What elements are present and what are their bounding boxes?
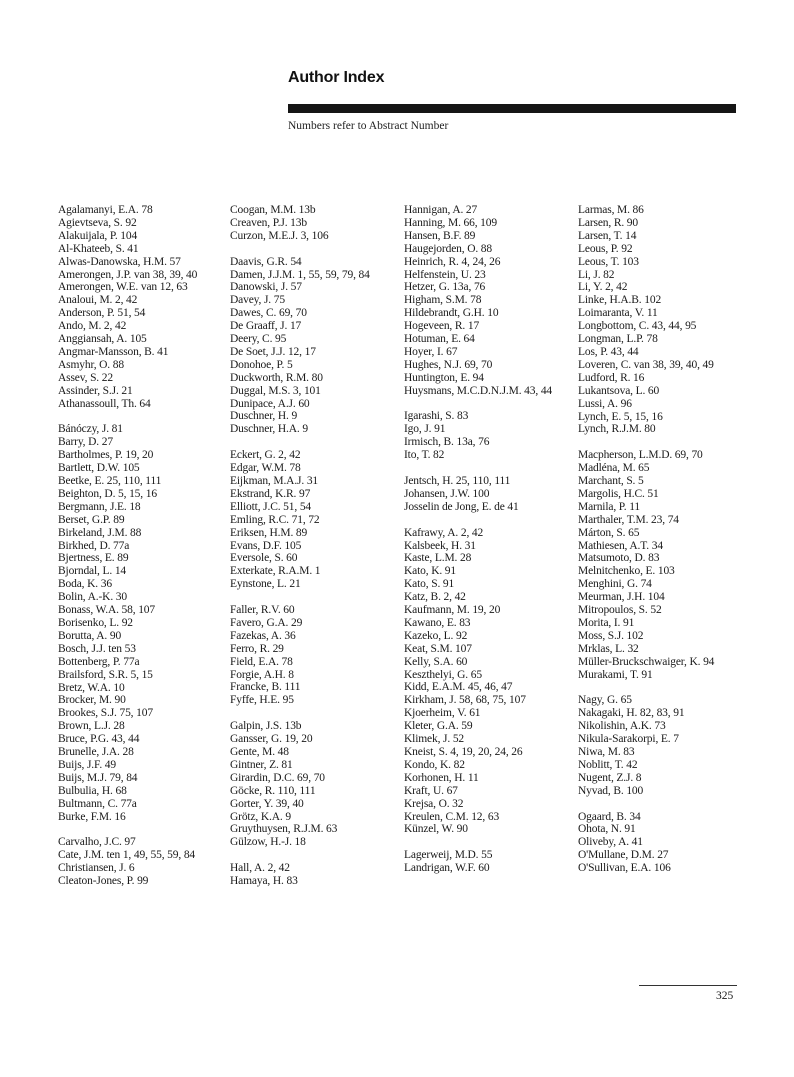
author-entry: Menghini, G. 74: [578, 578, 652, 591]
author-entry: Alakuijala, P. 104: [58, 229, 138, 242]
author-entry: Nyvad, B. 100: [578, 784, 644, 797]
author-entry: Hannigan, A. 27: [404, 204, 478, 216]
author-entry: Duggal, M.S. 3, 101: [230, 384, 321, 397]
author-entry: Kalsbeek, H. 31: [404, 539, 476, 552]
author-entry: Agievtseva, S. 92: [58, 216, 137, 229]
author-entry: Jentsch, H. 25, 110, 111: [404, 475, 511, 487]
author-entry: Lynch, R.J.M. 80: [578, 423, 656, 436]
author-entry: Evans, D.F. 105: [230, 539, 302, 552]
author-entry: Alwas-Danowska, H.M. 57: [58, 255, 181, 268]
author-entry: Duschner, H. 9: [230, 410, 298, 423]
index-column-2: [230, 204, 400, 888]
author-entry: Fyffe, H.E. 95: [230, 694, 294, 707]
letter-group-gap: [230, 243, 400, 256]
author-entry: Buijs, J.F. 49: [58, 758, 117, 771]
author-entry: Göcke, R. 110, 111: [230, 784, 316, 797]
author-entry: Keszthelyi, G. 65: [404, 668, 482, 681]
title-rule: [288, 104, 736, 113]
author-entry: Loimaranta, V. 11: [578, 307, 658, 320]
footer-rule: [639, 985, 737, 986]
letter-group-gap: [230, 849, 400, 862]
author-entry: Bulbulia, H. 68: [58, 784, 127, 797]
author-entry: Bánóczy, J. 81: [58, 423, 123, 436]
author-entry: Bjertness, E. 89: [58, 552, 129, 565]
author-entry: Dunipace, A.J. 60: [230, 397, 310, 410]
author-entry: Krejsa, O. 32: [404, 797, 464, 810]
index-column-1: [58, 204, 228, 888]
author-entry: Bergmann, J.E. 18: [58, 500, 141, 513]
author-entry: Daavis, G.R. 54: [230, 255, 302, 268]
author-entry: Higham, S.M. 78: [404, 294, 482, 307]
author-entry: Haugejorden, O. 88: [404, 242, 492, 255]
author-entry: Moss, S.J. 102: [578, 629, 644, 642]
author-entry: Hetzer, G. 13a, 76: [404, 281, 486, 294]
author-entry: Angmar-Mansson, B. 41: [58, 345, 169, 358]
author-entry: Gansser, G. 19, 20: [230, 733, 313, 746]
author-entry: Mrklas, L. 32: [578, 642, 639, 655]
author-entry: Buijs, M.J. 79, 84: [58, 771, 138, 784]
author-entry: Ogaard, B. 34: [578, 810, 641, 823]
author-entry: Lynch, E. 5, 15, 16: [578, 410, 663, 423]
author-entry: Johansen, J.W. 100: [404, 487, 490, 500]
author-entry: Eckert, G. 2, 42: [230, 449, 301, 462]
author-entry: Larsen, R. 90: [578, 216, 639, 229]
author-entry: Kawano, E. 83: [404, 616, 471, 629]
author-entry: Bultmann, C. 77a: [58, 797, 137, 810]
author-entry: Curzon, M.E.J. 3, 106: [230, 229, 329, 242]
author-entry: Nikolishin, A.K. 73: [578, 720, 666, 733]
author-entry: Longman, L.P. 78: [578, 333, 658, 346]
author-entry: Nagy, G. 65: [578, 694, 632, 707]
letter-group-gap: [230, 436, 400, 449]
author-entry: Eversole, S. 60: [230, 552, 298, 565]
author-entry: Müller-Bruckschwaiger, K. 94: [578, 655, 715, 668]
author-entry: Brocker, M. 90: [58, 694, 126, 707]
author-entry: Galpin, J.S. 13b: [230, 720, 302, 733]
author-entry: Longbottom, C. 43, 44, 95: [578, 320, 697, 333]
page-number: 325: [716, 990, 734, 1002]
author-entry: Kondo, K. 82: [404, 758, 465, 771]
author-entry: Los, P. 43, 44: [578, 345, 639, 358]
author-entry: De Soet, J.J. 12, 17: [230, 345, 316, 358]
author-entry: Bonass, W.A. 58, 107: [58, 604, 155, 617]
author-entry: Ekstrand, K.R. 97: [230, 487, 311, 500]
author-entry: Ohota, N. 91: [578, 823, 636, 836]
author-entry: Faller, R.V. 60: [230, 604, 295, 617]
author-entry: Nugent, Z.J. 8: [578, 771, 642, 784]
author-entry: Birkeland, J.M. 88: [58, 526, 142, 539]
author-entry: Favero, G.A. 29: [230, 616, 303, 629]
author-entry: Huntington, E. 94: [404, 371, 484, 384]
author-entry: O'Mullane, D.M. 27: [578, 849, 669, 862]
author-entry: Bjorndal, L. 14: [58, 565, 127, 578]
author-entry: Forgie, A.H. 8: [230, 668, 294, 681]
author-entry: Hamaya, H. 83: [230, 875, 298, 888]
author-entry: Kato, S. 91: [404, 578, 455, 591]
author-entry: Eijkman, M.A.J. 31: [230, 475, 319, 487]
author-entry: Bruce, P.G. 43, 44: [58, 733, 140, 746]
author-entry: Lussi, A. 96: [578, 397, 632, 410]
author-entry: Macpherson, L.M.D. 69, 70: [578, 449, 703, 462]
author-entry: Korhonen, H. 11: [404, 771, 479, 784]
author-entry: Francke, B. 111: [230, 681, 301, 694]
author-entry: Kato, K. 91: [404, 565, 457, 578]
author-entry: De Graaff, J. 17: [230, 320, 302, 333]
author-entry: Kidd, E.A.M. 45, 46, 47: [404, 681, 513, 694]
letter-group-gap: [58, 823, 228, 836]
author-entry: Mitropoulos, S. 52: [578, 604, 662, 617]
author-entry: Nikula-Sarakorpi, E. 7: [578, 733, 679, 746]
author-entry: Marchant, S. 5: [578, 475, 644, 488]
author-entry: Linke, H.A.B. 102: [578, 294, 662, 307]
author-entry: Dawes, C. 69, 70: [230, 307, 307, 320]
author-entry: Meurman, J.H. 104: [578, 591, 665, 604]
author-entry: Landrigan, W.F. 60: [404, 862, 490, 875]
author-entry: Gintner, Z. 81: [230, 758, 293, 771]
author-entry: Athanassoull, Th. 64: [58, 397, 151, 410]
author-entry: Igarashi, S. 83: [404, 410, 469, 423]
author-entry: Bosch, J.J. ten 53: [58, 642, 136, 655]
author-entry: Murakami, T. 91: [578, 668, 653, 681]
author-entry: Marthaler, T.M. 23, 74: [578, 513, 679, 526]
author-entry: Hughes, N.J. 69, 70: [404, 358, 493, 371]
author-entry: Carvalho, J.C. 97: [58, 836, 136, 849]
author-entry: Analoui, M. 2, 42: [58, 294, 138, 307]
author-entry: Burke, F.M. 16: [58, 810, 126, 823]
letter-group-gap: [230, 591, 400, 604]
letter-group-gap: [58, 411, 228, 424]
author-entry: O'Sullivan, E.A. 106: [578, 862, 671, 875]
author-entry: Marnila, P. 11: [578, 500, 640, 513]
author-entry: Christiansen, J. 6: [58, 862, 135, 875]
author-entry: Morita, I. 91: [578, 616, 635, 629]
letter-group-gap: [230, 707, 400, 720]
author-entry: Irmisch, B. 13a, 76: [404, 436, 490, 449]
author-entry: Igo, J. 91: [404, 423, 446, 436]
author-entry: Li, J. 82: [578, 268, 615, 281]
letter-group-gap: [578, 436, 748, 449]
author-entry: Ludford, R. 16: [578, 371, 645, 384]
author-entry: Brailsford, S.R. 5, 15: [58, 668, 153, 681]
author-entry: Kazeko, L. 92: [404, 629, 468, 642]
letter-group-gap: [404, 836, 574, 849]
author-entry: Grötz, K.A. 9: [230, 810, 291, 823]
author-entry: Keat, S.M. 107: [404, 642, 472, 655]
author-entry: Kelly, S.A. 60: [404, 655, 468, 668]
author-entry: Lukantsova, L. 60: [578, 384, 660, 397]
author-entry: Davey, J. 75: [230, 294, 285, 307]
author-entry: Amerongen, J.P. van 38, 39, 40: [58, 268, 198, 281]
author-entry: Loveren, C. van 38, 39, 40, 49: [578, 358, 714, 371]
index-column-3: [404, 204, 574, 875]
author-entry: Matsumoto, D. 83: [578, 552, 660, 565]
author-entry: Margolis, H.C. 51: [578, 487, 659, 500]
author-entry: Anderson, P. 51, 54: [58, 307, 146, 320]
author-entry: Hall, A. 2, 42: [230, 862, 290, 875]
author-entry: Gülzow, H.-J. 18: [230, 836, 306, 849]
author-entry: Al-Khateeb, S. 41: [58, 242, 139, 255]
letter-group-gap: [578, 682, 748, 695]
index-column-4: [578, 204, 748, 875]
author-entry: Bretz, W.A. 10: [58, 681, 125, 694]
author-entry: Duschner, H.A. 9: [230, 423, 308, 436]
author-entry: Anggiansah, A. 105: [58, 333, 147, 346]
author-entry: Kreulen, C.M. 12, 63: [404, 810, 500, 823]
author-entry: Hanning, M. 66, 109: [404, 216, 497, 229]
author-entry: Berset, G.P. 89: [58, 513, 125, 526]
author-entry: Gente, M. 48: [230, 746, 289, 758]
author-entry: Bolin, A.-K. 30: [58, 591, 127, 604]
author-entry: Asmyhr, O. 88: [58, 358, 124, 371]
author-entry: Field, E.A. 78: [230, 655, 293, 668]
author-entry: Beighton, D. 5, 15, 16: [58, 487, 157, 500]
author-entry: Gorter, Y. 39, 40: [230, 797, 304, 810]
author-entry: Larmas, M. 86: [578, 204, 644, 216]
author-entry: Kafrawy, A. 2, 42: [404, 526, 484, 539]
author-entry: Barry, D. 27: [58, 436, 113, 449]
author-entry: Márton, S. 65: [578, 526, 640, 539]
author-entry: Mathiesen, A.T. 34: [578, 539, 663, 552]
author-entry: Kjoerheim, V. 61: [404, 707, 481, 720]
author-entry: Ando, M. 2, 42: [58, 320, 127, 333]
author-entry: Duckworth, R.M. 80: [230, 371, 323, 384]
author-entry: Donohoe, P. 5: [230, 358, 293, 371]
author-entry: Bartholmes, P. 19, 20: [58, 449, 154, 462]
letter-group-gap: [404, 514, 574, 527]
author-entry: Klimek, J. 52: [404, 733, 465, 746]
author-entry: Exterkate, R.A.M. 1: [230, 565, 321, 578]
author-entry: Cleaton-Jones, P. 99: [58, 875, 149, 888]
author-entry: Boda, K. 36: [58, 578, 112, 591]
author-entry: Leous, T. 103: [578, 255, 639, 268]
author-entry: Li, Y. 2, 42: [578, 281, 628, 294]
author-entry: Bartlett, D.W. 105: [58, 462, 140, 475]
author-entry: Heinrich, R. 4, 24, 26: [404, 255, 501, 268]
author-entry: Nakagaki, H. 82, 83, 91: [578, 707, 685, 720]
author-entry: Emling, R.C. 71, 72: [230, 513, 320, 526]
author-entry: Danowski, J. 57: [230, 281, 302, 294]
author-entry: Amerongen, W.E. van 12, 63: [58, 281, 188, 294]
author-entry: Kaufmann, M. 19, 20: [404, 604, 501, 617]
author-entry: Gruythuysen, R.J.M. 63: [230, 823, 338, 836]
author-entry: Helfenstein, U. 23: [404, 268, 486, 281]
author-entry: Eynstone, L. 21: [230, 578, 301, 591]
author-entry: Oliveby, A. 41: [578, 836, 643, 849]
author-entry: Ito, T. 82: [404, 449, 445, 462]
author-entry: Borisenko, L. 92: [58, 616, 133, 629]
author-entry: Creaven, P.J. 13b: [230, 216, 307, 229]
author-entry: Leous, P. 92: [578, 242, 633, 255]
author-entry: Eriksen, H.M. 89: [230, 526, 308, 539]
index-note: Numbers refer to Abstract Number: [288, 120, 449, 132]
author-entry: Coogan, M.M. 13b: [230, 204, 316, 216]
author-entry: Brown, L.J. 28: [58, 720, 125, 733]
letter-group-gap: [578, 798, 748, 811]
author-entry: Agalamanyi, E.A. 78: [58, 204, 153, 216]
author-entry: Madléna, M. 65: [578, 462, 650, 475]
author-entry: Birkhed, D. 77a: [58, 539, 130, 552]
author-entry: Assinder, S.J. 21: [58, 384, 133, 397]
author-entry: Katz, B. 2, 42: [404, 591, 466, 604]
author-entry: Edgar, W.M. 78: [230, 462, 301, 475]
author-entry: Brookes, S.J. 75, 107: [58, 707, 153, 720]
author-entry: Larsen, T. 14: [578, 229, 637, 242]
author-entry: Ferro, R. 29: [230, 642, 284, 655]
author-entry: Kleter, G.A. 59: [404, 720, 473, 733]
author-entry: Borutta, A. 90: [58, 629, 122, 642]
author-entry: Brunelle, J.A. 28: [58, 746, 134, 759]
author-entry: Kneist, S. 4, 19, 20, 24, 26: [404, 746, 523, 759]
author-entry: Elliott, J.C. 51, 54: [230, 500, 312, 513]
author-entry: Huysmans, M.C.D.N.J.M. 43, 44: [404, 384, 553, 397]
author-entry: Josselin de Jong, E. de 41: [404, 500, 519, 513]
author-entry: Assev, S. 22: [58, 371, 113, 384]
author-entry: Hildebrandt, G.H. 10: [404, 307, 499, 320]
page-title: Author Index: [288, 69, 385, 86]
author-entry: Cate, J.M. ten 1, 49, 55, 59, 84: [58, 849, 196, 862]
author-entry: Hogeveen, R. 17: [404, 320, 480, 333]
letter-group-gap: [404, 462, 574, 475]
author-entry: Hotuman, E. 64: [404, 333, 475, 346]
author-entry: Melnitchenko, E. 103: [578, 565, 675, 578]
author-entry: Kaste, L.M. 28: [404, 552, 472, 565]
author-entry: Girardin, D.C. 69, 70: [230, 771, 325, 784]
author-entry: Damen, J.J.M. 1, 55, 59, 79, 84: [230, 268, 370, 281]
letter-group-gap: [404, 398, 574, 411]
author-entry: Niwa, M. 83: [578, 746, 635, 759]
author-entry: Noblitt, T. 42: [578, 758, 638, 771]
author-entry: Deery, C. 95: [230, 333, 287, 346]
author-entry: Kirkham, J. 58, 68, 75, 107: [404, 694, 526, 707]
author-entry: Künzel, W. 90: [404, 823, 468, 836]
author-entry: Kraft, U. 67: [404, 784, 458, 797]
author-entry: Beetke, E. 25, 110, 111: [58, 475, 162, 488]
author-entry: Lagerweij, M.D. 55: [404, 849, 493, 862]
author-entry: Hansen, B.F. 89: [404, 229, 476, 242]
author-entry: Bottenberg, P. 77a: [58, 655, 140, 668]
author-entry: Hoyer, I. 67: [404, 345, 458, 358]
author-entry: Fazekas, A. 36: [230, 629, 296, 642]
